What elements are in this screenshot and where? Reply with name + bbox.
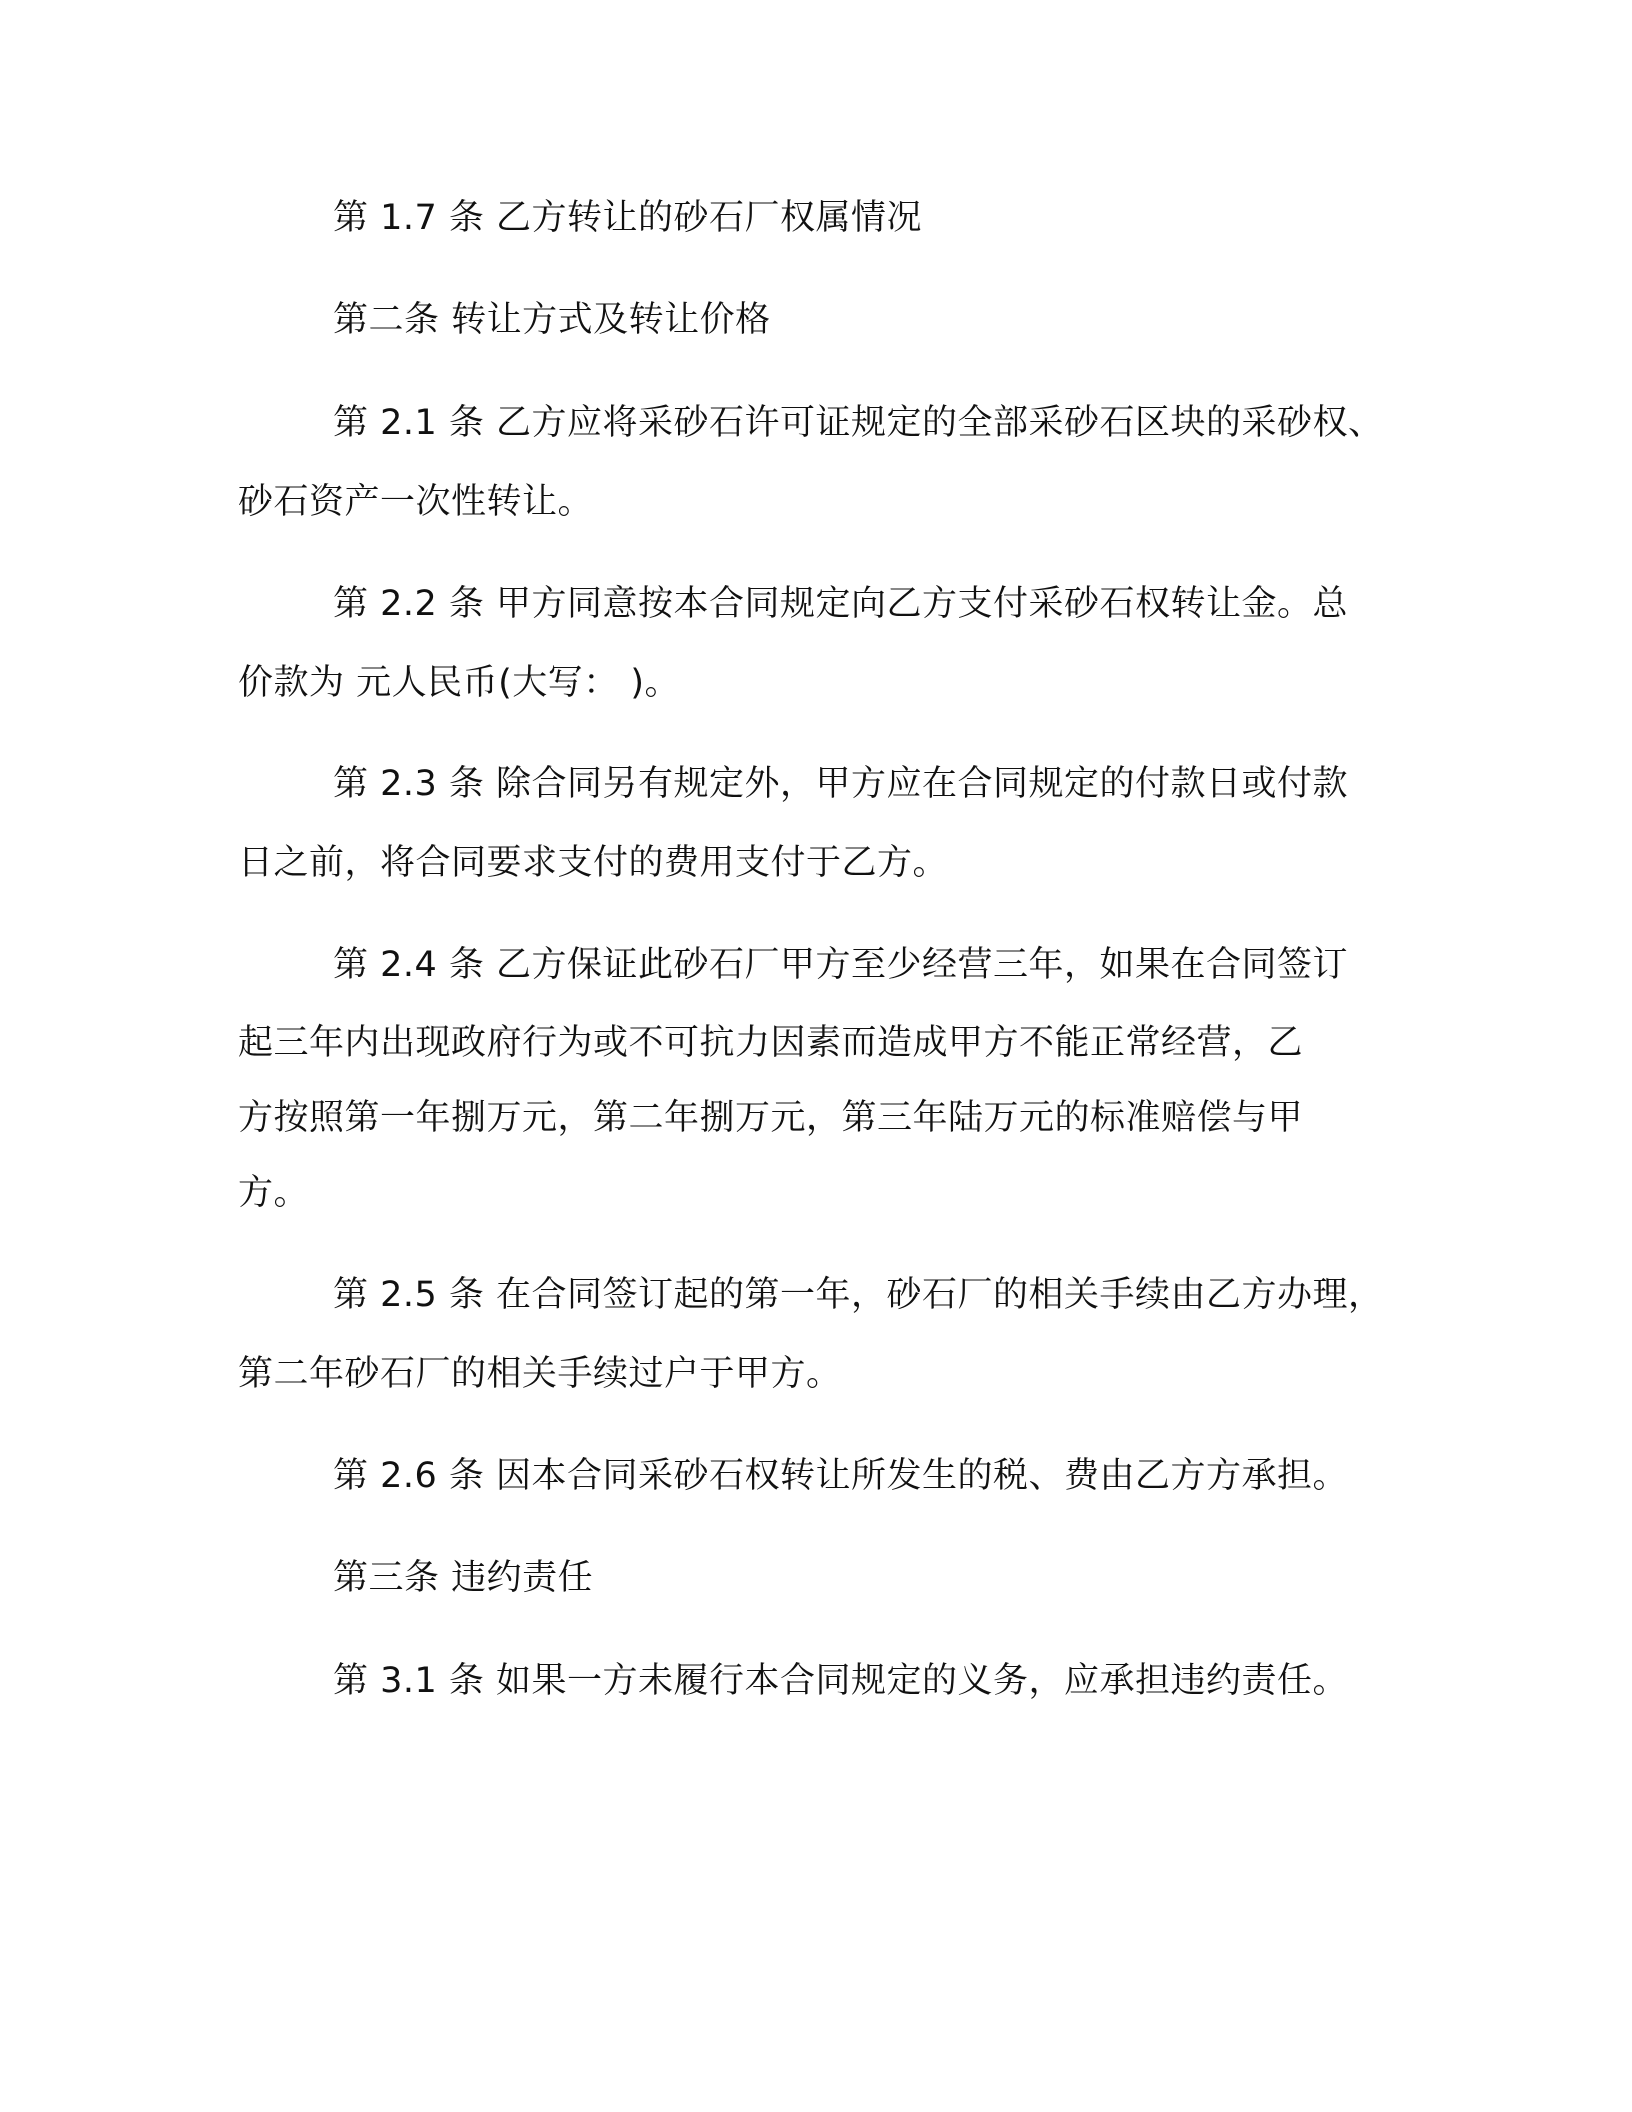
clause-2-5-line-1: 第 2.5 条 在合同签订起的第一年，砂石厂的相关手续由乙方办理， (333, 1275, 1384, 1315)
clause-2-3-line-1: 第 2.3 条 除合同另有规定外，甲方应在合同规定的付款日或付款 (333, 764, 1349, 804)
clause-2-4-line-4: 方。 (238, 1173, 310, 1213)
clause-2-6: 第 2.6 条 因本合同采砂石权转让所发生的税、费由乙方方承担。 (333, 1456, 1349, 1496)
clause-2-2-line-2: 价款为 元人民币(大写： )。 (238, 663, 681, 703)
clause-2-1-line-2: 砂石资产一次性转让。 (238, 482, 594, 522)
article-2-heading: 第二条 转让方式及转让价格 (333, 300, 771, 340)
article-3-heading: 第三条 违约责任 (333, 1558, 594, 1598)
clause-2-1-line-1: 第 2.1 条 乙方应将采砂石许可证规定的全部采砂石区块的采砂权、 (333, 403, 1384, 443)
clause-2-2-line-1: 第 2.2 条 甲方同意按本合同规定向乙方支付采砂石权转让金。总 (333, 584, 1349, 624)
clause-2-4-line-3: 方按照第一年捌万元，第二年捌万元，第三年陆万元的标准赔偿与甲 (238, 1098, 1304, 1138)
clause-2-4-line-2: 起三年内出现政府行为或不可抗力因素而造成甲方不能正常经营，乙 (238, 1023, 1304, 1063)
clause-1-7: 第 1.7 条 乙方转让的砂石厂权属情况 (333, 198, 923, 238)
clause-3-1: 第 3.1 条 如果一方未履行本合同规定的义务，应承担违约责任。 (333, 1661, 1349, 1701)
clause-2-4-line-1: 第 2.4 条 乙方保证此砂石厂甲方至少经营三年，如果在合同签订 (333, 945, 1349, 985)
clause-2-5-line-2: 第二年砂石厂的相关手续过户于甲方。 (238, 1354, 842, 1394)
clause-2-3-line-2: 日之前，将合同要求支付的费用支付于乙方。 (238, 843, 949, 883)
